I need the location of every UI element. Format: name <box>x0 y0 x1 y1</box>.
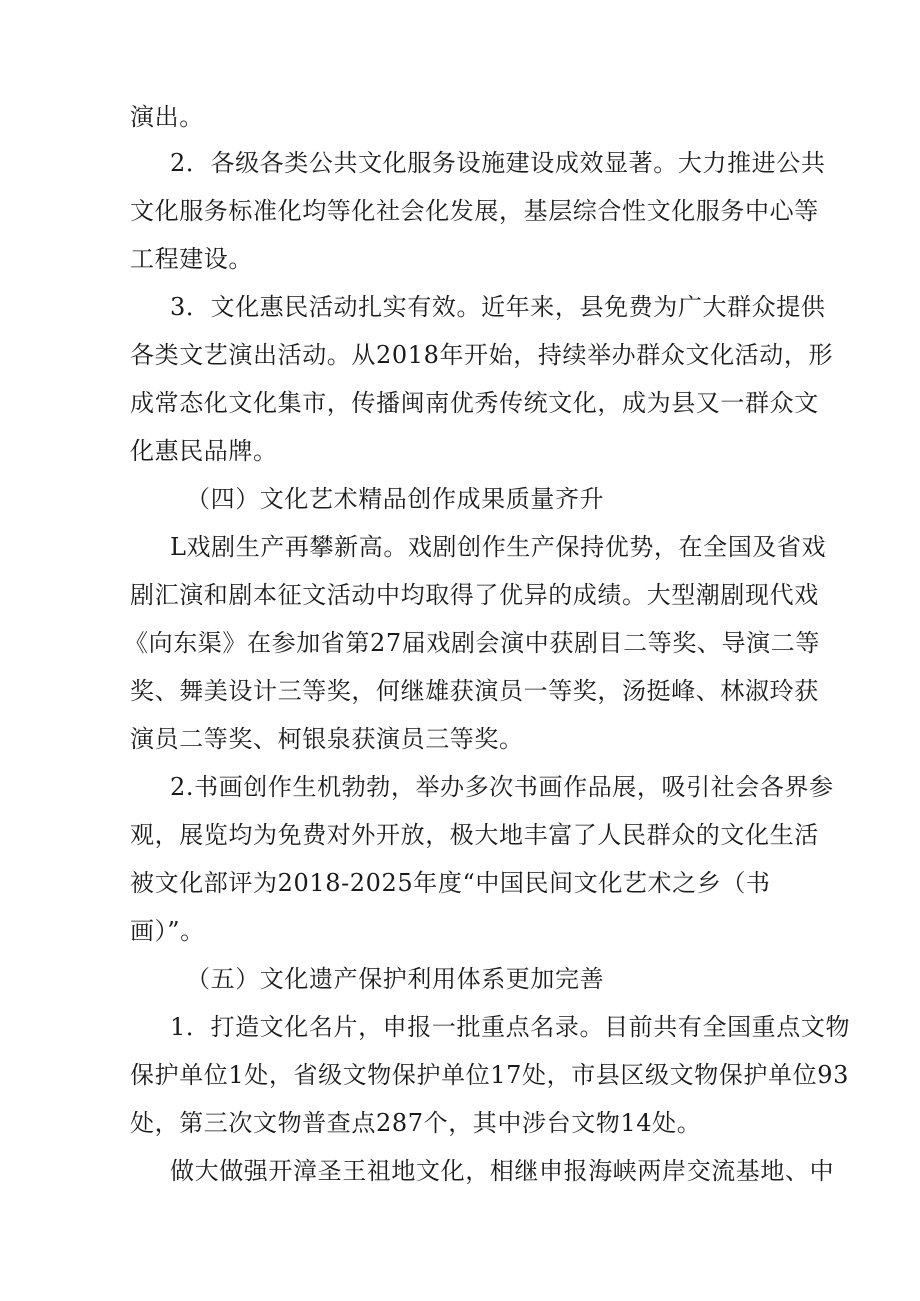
text-line-8: 化惠民品牌。 <box>130 437 278 465</box>
text-line-23: 做大做强开漳圣王祖地文化，相继申报海峡两岸交流基地、中 <box>170 1157 835 1185</box>
text-line-22: 处，第三次文物普查点287个，其中涉台文物14处。 <box>130 1109 702 1137</box>
text-line-6: 各类文艺演出活动。从2018年开始，持续举办群众文化活动，形 <box>130 341 834 369</box>
text-line-16: 观，展览均为免费对外开放，极大地丰富了人民群众的文化生活 <box>130 821 819 849</box>
text-line-21: 保护单位1处，省级文物保护单位17处，市县区级文物保护单位93 <box>130 1061 849 1089</box>
text-line-5: 3．文化惠民活动扎实有效。近年来，县免费为广大群众提供 <box>170 293 826 321</box>
section-heading-5: （五）文化遗产保护利用体系更加完善 <box>186 965 605 993</box>
text-line-3: 文化服务标准化均等化社会化发展，基层综合性文化服务中心等 <box>130 197 819 225</box>
text-line-20: 1．打造文化名片，申报一批重点名录。目前共有全国重点文物 <box>170 1013 851 1041</box>
text-line-13: 奖、舞美设计三等奖，何继雄获演员一等奖，汤挺峰、林淑玲获 <box>130 677 819 705</box>
text-line-18: 画）”。 <box>130 917 205 945</box>
text-line-1: 演出。 <box>130 103 204 131</box>
text-line-12: 《向东渠》在参加省第27届戏剧会演中获剧目二等奖、导演二等 <box>124 629 820 657</box>
text-line-17: 被文化部评为2018-2025年度“中国民间文化艺术之乡（书 <box>130 869 771 897</box>
text-line-7: 成常态化文化集市，传播闽南优秀传统文化，成为县又一群众文 <box>130 389 819 417</box>
text-line-2: 2．各级各类公共文化服务设施建设成效显著。大力推进公共 <box>170 149 826 177</box>
text-line-15: 2.书画创作生机勃勃，举办多次书画作品展，吸引社会各界参 <box>170 773 834 801</box>
text-line-10: L戏剧生产再攀新高。戏剧创作生产保持优势，在全国及省戏 <box>170 533 827 561</box>
text-line-14: 演员二等奖、柯银泉获演员三等奖。 <box>130 725 524 753</box>
text-line-4: 工程建设。 <box>130 245 253 273</box>
text-line-11: 剧汇演和剧本征文活动中均取得了优异的成绩。大型潮剧现代戏 <box>130 581 819 609</box>
section-heading-4: （四）文化艺术精品创作成果质量齐升 <box>186 485 605 513</box>
